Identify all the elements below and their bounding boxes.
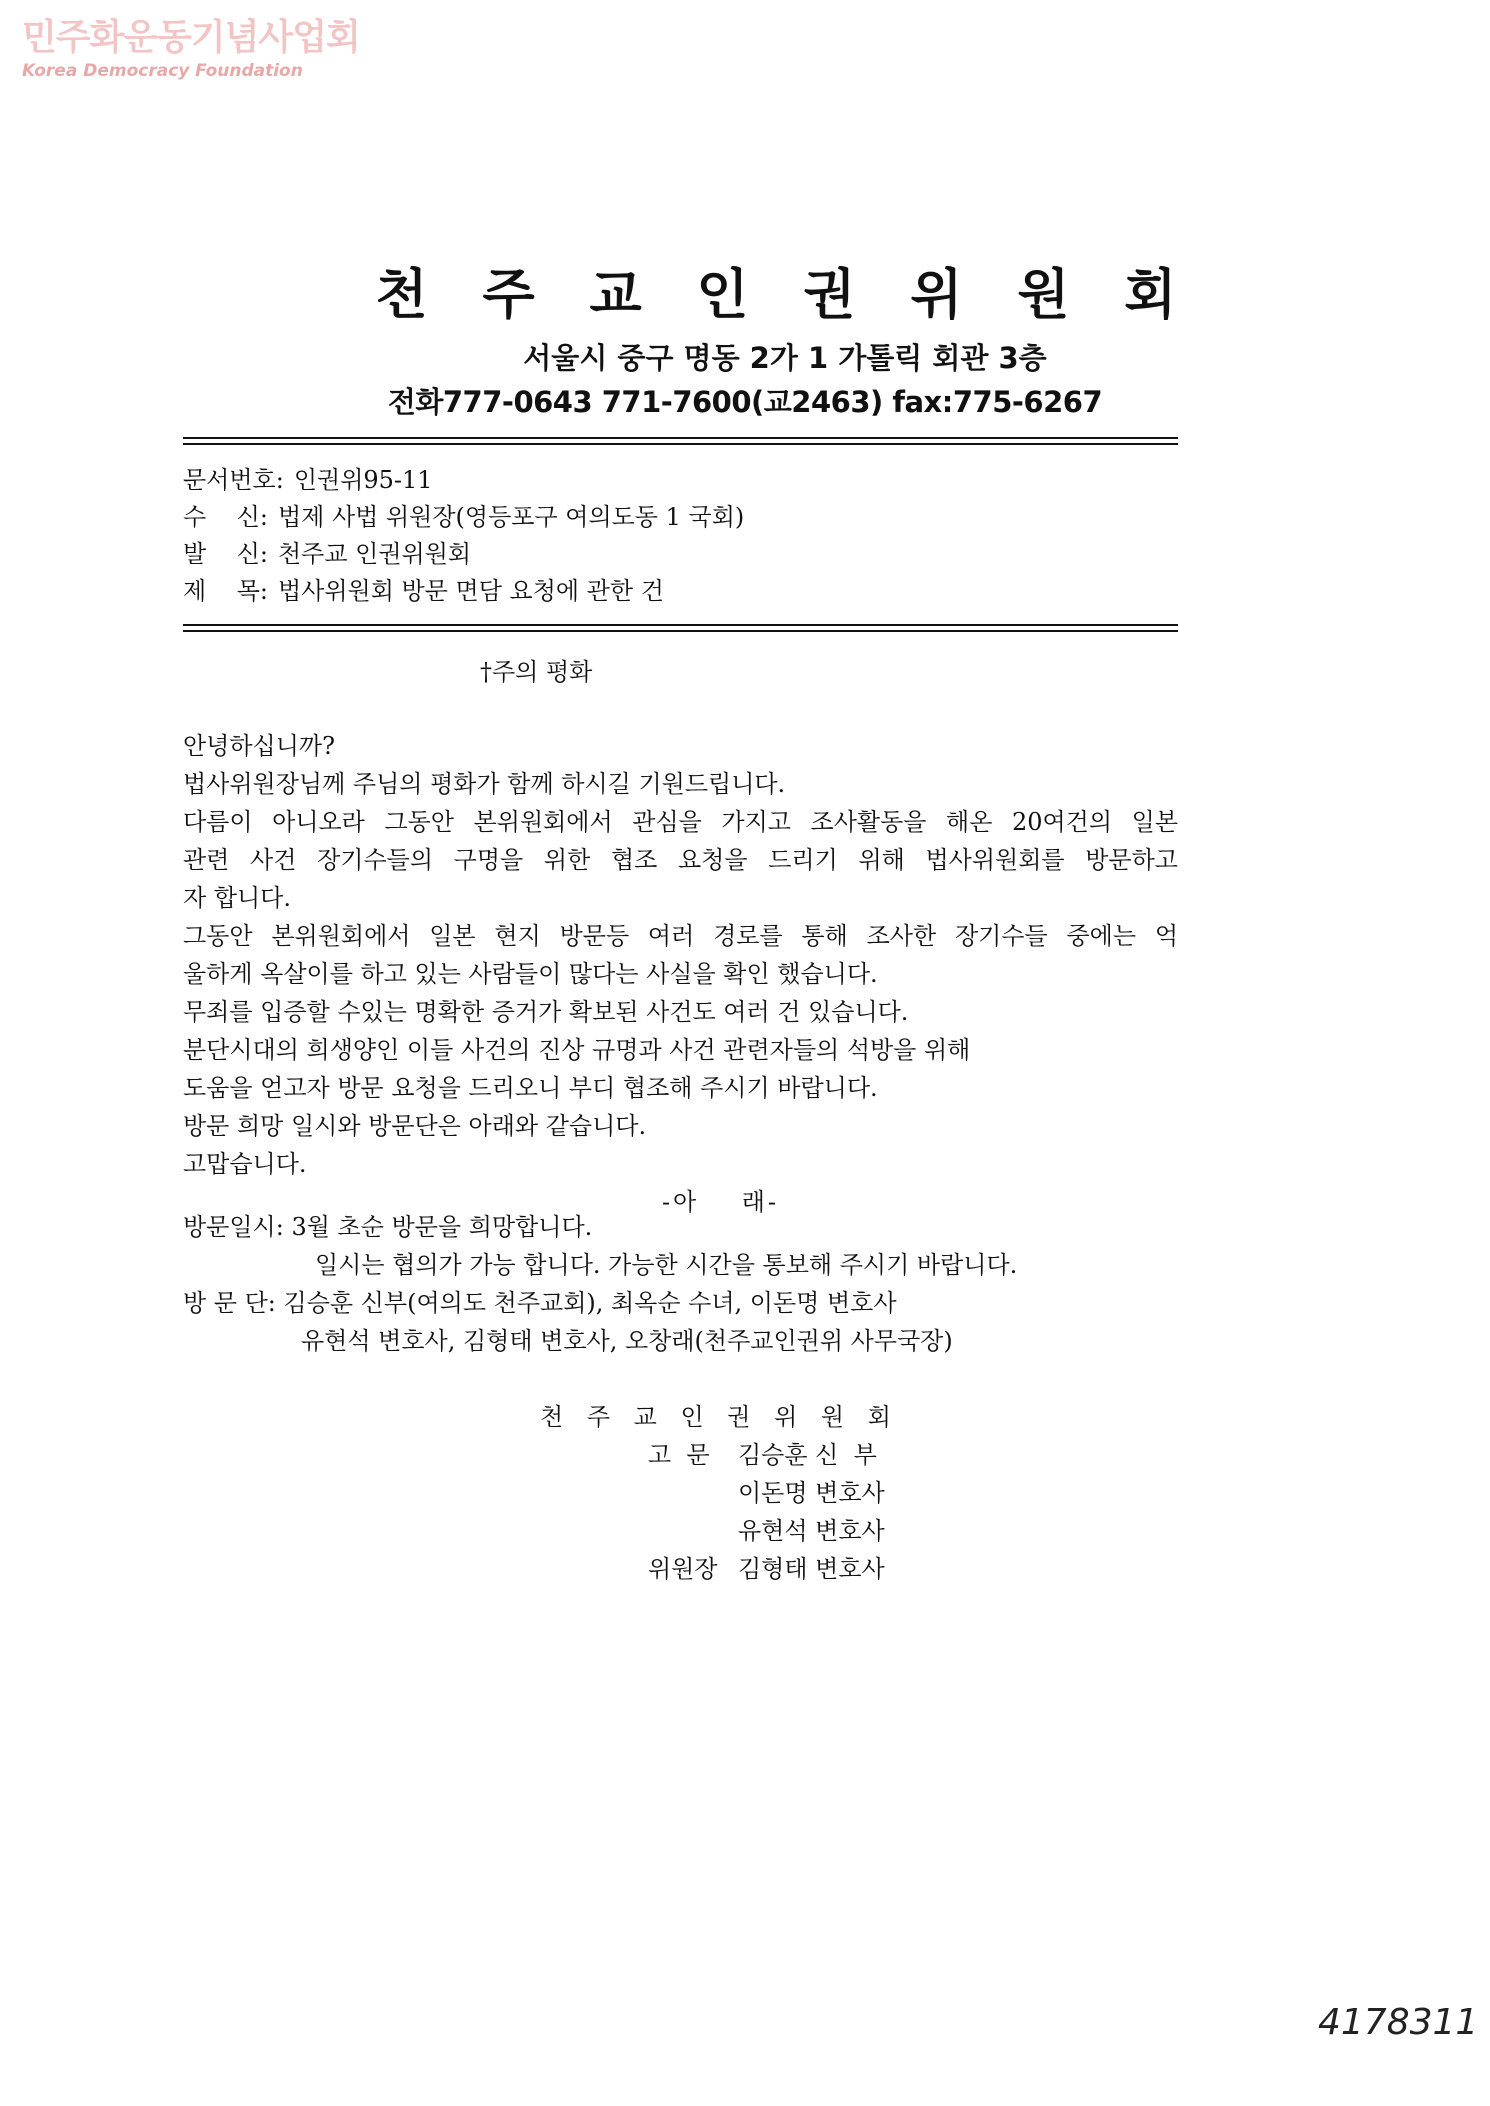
- signature-chair-title: 위원장: [648, 1555, 718, 1583]
- meta-doc-number: [183, 462, 744, 499]
- header-rule-bottom: [183, 443, 1178, 445]
- body-line: 울하게 옥살이를 하고 있는 사람들이 많다는 사실을 확인 했습니다.: [183, 960, 878, 988]
- visit-date-value: 3월 초순 방문을 희망합니다.: [291, 1213, 593, 1241]
- meta-subject-value: 법사위원회 방문 면담 요청에 관한 건: [277, 577, 664, 605]
- body-line: 도움을 얻고자 방문 요청을 드리오니 부디 협조해 주시기 바랍니다.: [183, 1074, 878, 1102]
- body-line: 고맙습니다.: [183, 1150, 307, 1178]
- meta-rule-top: [183, 624, 1178, 626]
- watermark-english: Korea Democracy Foundation: [22, 61, 303, 81]
- body-line: 법사위원장님께 주님의 평화가 함께 하시길 기원드립니다.: [183, 770, 786, 798]
- body-line: 안녕하십니까?: [183, 732, 335, 760]
- visit-team-line2: 유현석 변호사, 김형태 변호사, 오창래(천주교인권위 사무국장): [301, 1327, 953, 1355]
- signature-chair-name: 김형태 변호사: [738, 1555, 885, 1583]
- letterhead-address: 서울시 중구 명동 2가 1 가톨릭 회관 3층: [523, 341, 1047, 375]
- body-line: 무죄를 입증할 수있는 명확한 증거가 확보된 사건도 여러 건 있습니다.: [183, 998, 909, 1026]
- meta-rule-bottom: [183, 630, 1178, 632]
- letterhead-phone: 전화777-0643 771-7600(교2463) fax:775-6267: [387, 385, 1103, 419]
- visit-details: [183, 1208, 1017, 1360]
- header-rule-top: [183, 437, 1178, 439]
- visit-date-label: 방문일시:: [183, 1213, 284, 1241]
- visit-team-line1: 김승훈 신부(여의도 천주교회), 최옥순 수녀, 이돈명 변호사: [283, 1289, 897, 1317]
- meta-recipient: [183, 499, 744, 536]
- body-line: 그동안 본위원회에서 일본 현지 방문등 여러 경로를 통해 조사한 장기수들 중에는 억: [183, 922, 1178, 950]
- letter-body: [183, 727, 1178, 1221]
- meta-sender-label: 발 신:: [183, 540, 268, 568]
- meta-doc-number-value: 인권위95-11: [293, 466, 433, 494]
- meta-subject: [183, 573, 744, 610]
- visit-team: [183, 1284, 1017, 1322]
- signature-advisor-2: 이돈명 변호사: [738, 1479, 885, 1507]
- peace-greeting: †주의 평화: [480, 658, 593, 686]
- signature-advisor-title: 고 문: [648, 1441, 710, 1469]
- meta-subject-label: 제 목:: [183, 577, 268, 605]
- visit-date-note: 일시는 협의가 가능 합니다. 가능한 시간을 통보해 주시기 바랍니다.: [315, 1251, 1018, 1279]
- body-line: 자 합니다.: [183, 884, 291, 912]
- signature-org: 천 주 교 인 권 위 원 회: [540, 1403, 899, 1431]
- visit-date: [183, 1208, 1017, 1246]
- visit-team-label: 방 문 단:: [183, 1289, 276, 1317]
- signature-advisor-3: 유현석 변호사: [738, 1517, 885, 1545]
- signature-advisor-1: 김승훈 신 부: [738, 1441, 877, 1469]
- meta-sender: [183, 536, 744, 573]
- meta-doc-number-label: 문서번호:: [183, 466, 284, 494]
- body-line: 분단시대의 희생양인 이들 사건의 진상 규명과 사건 관련자들의 석방을 위해: [183, 1036, 971, 1064]
- meta-sender-value: 천주교 인권위원회: [277, 540, 472, 568]
- letterhead-title: 천 주 교 인 권 위 원 회: [375, 263, 1195, 326]
- document-meta: [183, 462, 744, 610]
- below-heading: -아 래-: [661, 1188, 780, 1216]
- handwritten-page-number: 4178311: [1318, 2002, 1479, 2043]
- body-line: 관련 사건 장기수들의 구명을 위한 협조 요청을 드리기 위해 법사위원회를 방문하고: [183, 846, 1178, 874]
- body-line: 방문 희망 일시와 방문단은 아래와 같습니다.: [183, 1112, 647, 1140]
- meta-recipient-label: 수 신:: [183, 503, 268, 531]
- body-line: 다름이 아니오라 그동안 본위원회에서 관심을 가지고 조사활동을 해온 20여건의 일본: [183, 808, 1178, 836]
- meta-recipient-value: 법제 사법 위원장(영등포구 여의도동 1 국회): [277, 503, 745, 531]
- watermark-korean: 민주화운동기념사업회: [22, 17, 360, 58]
- watermark-logo: [22, 18, 360, 82]
